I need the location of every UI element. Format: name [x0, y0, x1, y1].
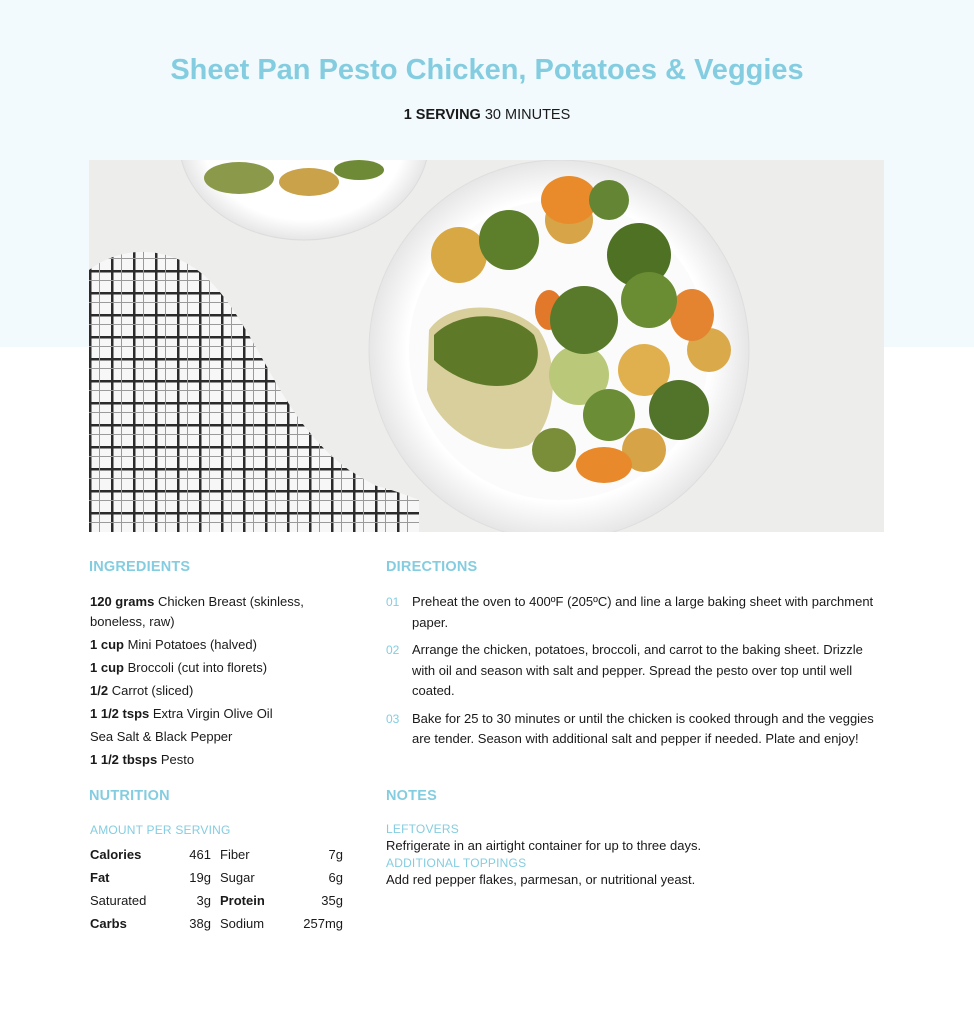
food-illustration: [89, 160, 884, 532]
step-text: Arrange the chicken, potatoes, broccoli, and carrot to the baking sheet. Drizzle with oil and season with salt and pepper. Spread the pesto over top until well coated.: [412, 642, 863, 698]
note-text: Refrigerate in an airtight container for up to three days.: [386, 838, 702, 853]
ingredients-list: [90, 592, 340, 773]
note-text: Add red pepper flakes, parmesan, or nutritional yeast.: [386, 872, 696, 887]
step-number: 03: [386, 711, 400, 726]
directions-heading: DIRECTIONS: [386, 559, 478, 575]
ingredient-item: 120 grams Chicken Breast (skinless, boneless, raw): [90, 594, 304, 629]
recipe-meta: [0, 107, 974, 123]
nutrition-table: [90, 843, 343, 935]
note-title: LEFTOVERS: [386, 822, 459, 836]
step-text: Preheat the oven to 400ºF (205ºC) and line a large baking sheet with parchment paper.: [412, 594, 874, 630]
cook-time: 30 MINUTES: [484, 107, 571, 123]
ingredient-item: 1/2 Carrot (sliced): [90, 682, 194, 698]
ingredient-item: 1 cup Broccoli (cut into florets): [90, 659, 268, 675]
notes-section: [386, 822, 876, 890]
nutrition-row: Carbs 38g Sodium 257mg: [90, 916, 343, 931]
recipe-photo: [89, 160, 884, 532]
step-text: Bake for 25 to 30 minutes or until the chicken is cooked through and the veggies are tender. Season with additional salt and pepper if needed. Plate and enjoy!: [412, 710, 874, 746]
ingredients-heading: INGREDIENTS: [89, 559, 191, 575]
servings: 1 SERVING: [403, 107, 481, 123]
ingredient-item: 1 1/2 tsps Extra Virgin Olive Oil: [90, 705, 273, 721]
step-number: 02: [386, 643, 400, 657]
direction-step: [386, 592, 876, 633]
nutrition-row: Calories 461 Fiber 7g: [90, 847, 343, 862]
nutrition-subheading: AMOUNT PER SERVING: [90, 823, 231, 837]
direction-step: [386, 640, 876, 702]
nutrition-heading: NUTRITION: [89, 788, 170, 804]
directions-list: [386, 592, 876, 757]
nutrition-row: Saturated 3g Protein 35g: [90, 893, 343, 908]
ingredient-item: Sea Salt & Black Pepper: [90, 728, 233, 744]
notes-heading: NOTES: [386, 788, 437, 804]
nutrition-row: Fat 19g Sugar 6g: [90, 870, 343, 885]
ingredient-item: 1 cup Mini Potatoes (halved): [90, 636, 257, 652]
direction-step: [386, 709, 876, 750]
step-number: 01: [386, 595, 400, 609]
note-title: ADDITIONAL TOPPINGS: [386, 856, 527, 870]
recipe-title: Sheet Pan Pesto Chicken, Potatoes & Veggies: [170, 54, 804, 86]
ingredient-item: 1 1/2 tbsps Pesto: [90, 751, 195, 767]
